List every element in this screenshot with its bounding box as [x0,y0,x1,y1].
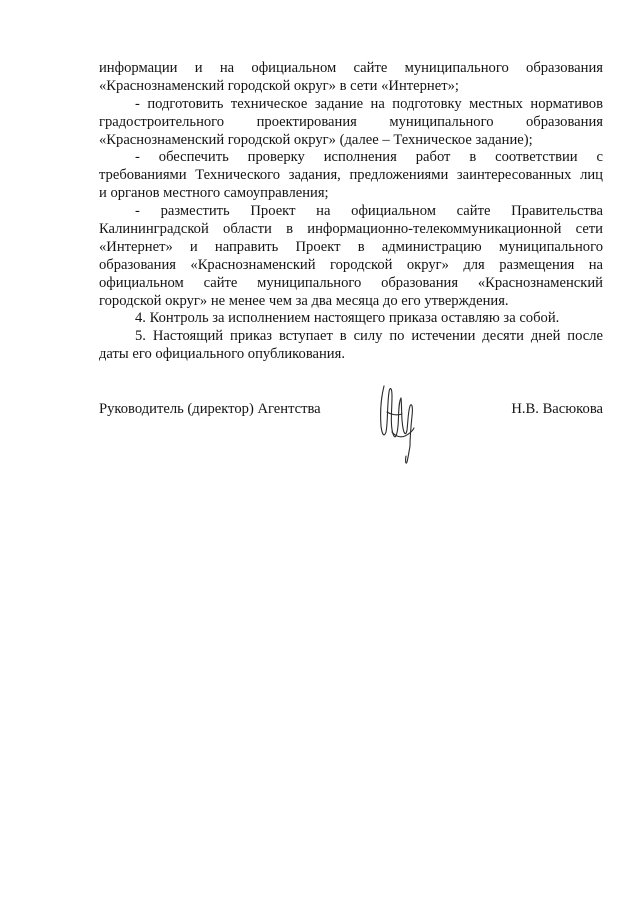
text-line: - разместить Проект на официальном сайте Правительства [135,203,603,220]
text-line: официальном сайте муниципального образования «Краснознаменский [99,274,603,291]
text-line: Калининградской области в информационно-телекоммуникационной сети [99,221,603,238]
text-line: «Краснознаменский городской округ» (далее – Техническое задание); [99,131,533,148]
text-line: требованиями Технического задания, предложениями заинтересованных лиц [99,167,603,184]
text-line: даты его официального опубликования. [99,346,345,363]
signatory-name: Н.В. Васюкова [511,401,603,417]
text-line: 5. Настоящий приказ вступает в силу по истечении десяти дней после [135,328,603,345]
signature-block [99,401,603,421]
text-line: - подготовить техническое задание на подготовку местных нормативов [135,95,603,112]
handwritten-signature [368,376,428,468]
text-line: «Краснознаменский городской округ» в сети «Интернет»; [99,77,459,94]
text-line: «Интернет» и направить Проект в администрацию муниципального [99,238,603,255]
text-line: градостроительного проектирования муниципального образования [99,113,603,130]
text-line: и органов местного самоуправления; [99,185,329,202]
text-line: информации и на официальном сайте муниципального образования [99,60,603,76]
text-line: городской округ» не менее чем за два месяца до его утверждения. [99,292,509,309]
text-line: - обеспечить проверку исполнения работ в соответствии с [135,149,603,166]
text-line: 4. Контроль за исполнением настоящего приказа оставляю за собой. [135,310,560,327]
signatory-position: Руководитель (директор) Агентства [99,401,321,417]
text-line: образования «Краснознаменский городской округ» для размещения на [99,256,603,273]
document-body [99,60,603,364]
